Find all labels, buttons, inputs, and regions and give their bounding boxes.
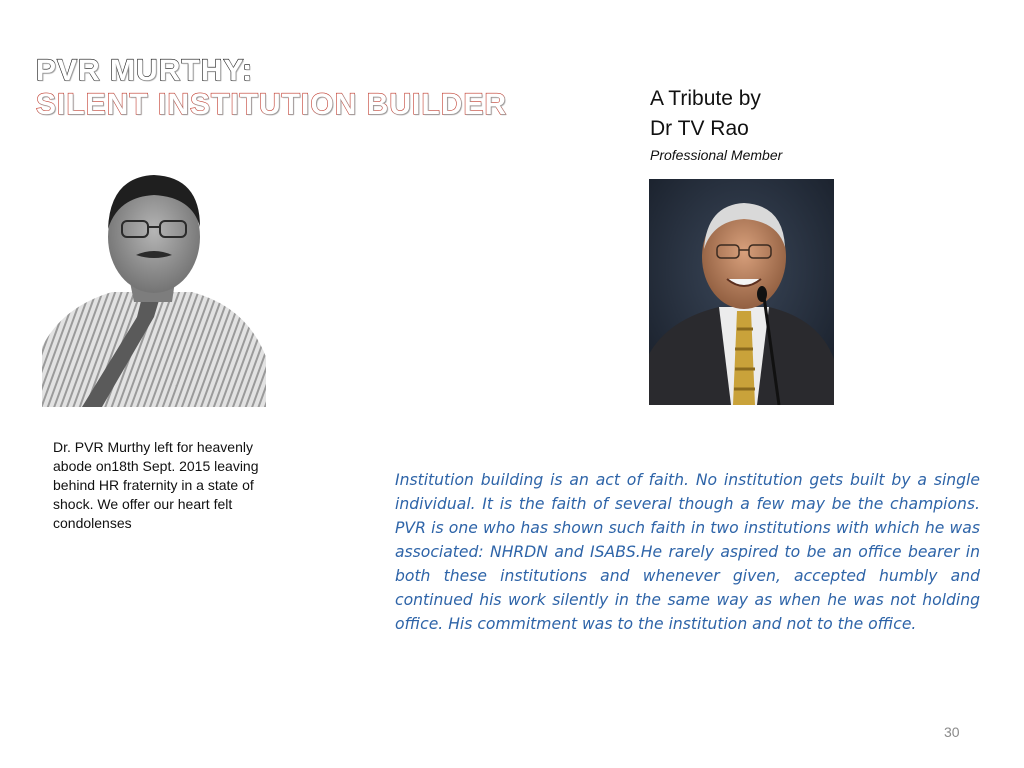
- portrait-photo-pvr-murthy: [42, 157, 266, 407]
- slide-title: [36, 54, 507, 122]
- page-number: 30: [944, 724, 960, 740]
- title-line-subtitle: SILENT INSTITUTION BUILDER: [36, 88, 507, 121]
- portrait-photo-tv-rao: [649, 179, 834, 405]
- tribute-by-label: A Tribute by: [650, 87, 761, 110]
- title-line-name: PVR MURTHY:: [36, 54, 254, 87]
- tribute-quote: Institution building is an act of faith. No institution gets built by a single individual. It is the faith of several though a few may be the champions. PVR is one who has shown such faith in two institutions with which he was associated: NHRDN and ISABS.He rarely aspired to be an office bearer in both these institutions and whenever given, accepted humbly and continued his work silently in the same way as when he was not holding office. His commitment was to the institution and not to the office.: [395, 471, 980, 633]
- tribute-author-role: Professional Member: [650, 147, 783, 163]
- tribute-block: [650, 84, 782, 166]
- tribute-author: Dr TV Rao: [650, 117, 749, 140]
- condolence-caption: Dr. PVR Murthy left for heavenly abode on18th Sept. 2015 leaving behind HR fraternity in a state of shock. We offer our heart felt condolenses: [53, 439, 259, 531]
